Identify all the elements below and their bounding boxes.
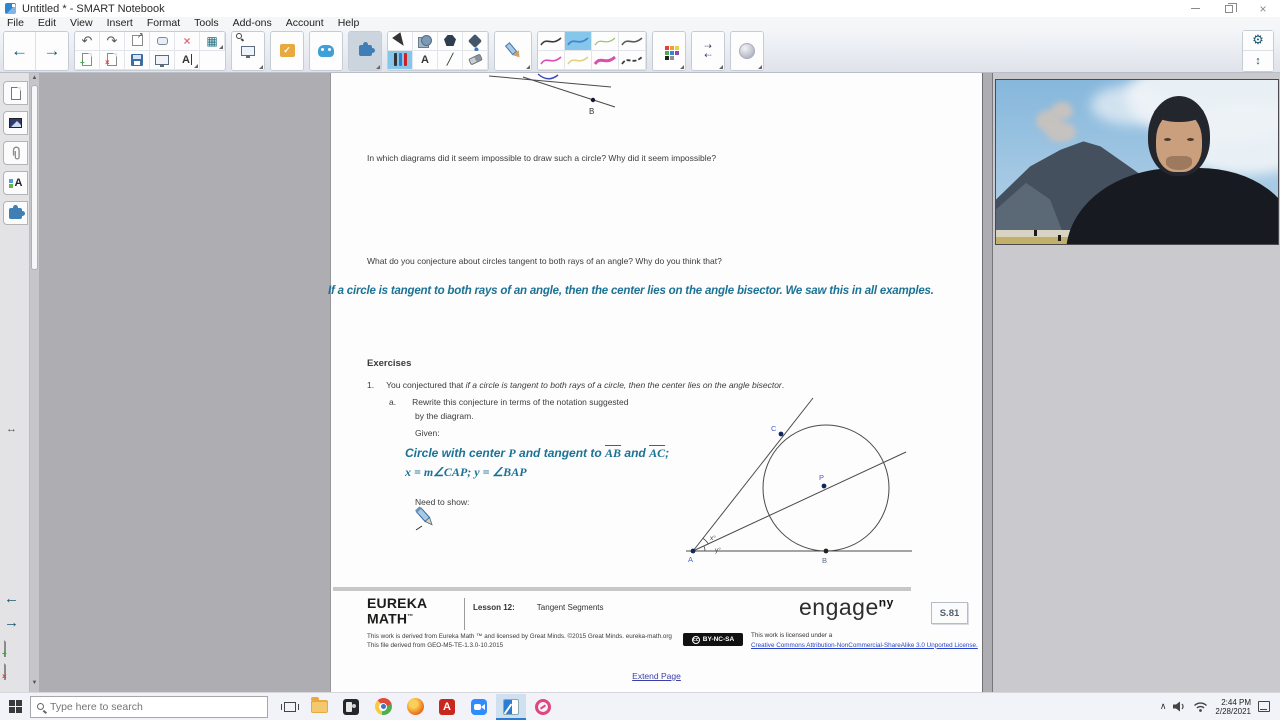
- scroll-up-arrow[interactable]: ▲: [31, 75, 38, 81]
- add-page-icon: +: [4, 638, 6, 657]
- eraser-tool-button[interactable]: [463, 51, 488, 70]
- vertical-scrollbar[interactable]: [30, 73, 39, 692]
- color-grid-icon: [665, 46, 669, 50]
- volcano-smoke: [1046, 122, 1076, 142]
- export-icon: [132, 35, 143, 46]
- brand-line-2: MATH™: [367, 610, 414, 627]
- top-diagram-fragment: [471, 73, 641, 121]
- angle-y-label: y°: [715, 547, 721, 554]
- volume-icon[interactable]: [1173, 701, 1186, 712]
- windows-taskbar: [0, 692, 1280, 720]
- delete-page-icon: ×: [107, 53, 117, 66]
- scroll-down-arrow[interactable]: ▼: [31, 680, 38, 686]
- question-2: What do you conjecture about circles tangent to both rays of an angle? Why do you think that?: [367, 256, 722, 266]
- polygon-tool-button[interactable]: [438, 32, 463, 51]
- given-text: Circle with center: [405, 446, 509, 460]
- screen-shade-button[interactable]: [150, 51, 175, 70]
- taskbar-firefox[interactable]: [400, 694, 430, 720]
- tab-gallery[interactable]: [3, 111, 28, 135]
- pen-swatch-5[interactable]: [538, 51, 565, 70]
- table-button[interactable]: [200, 32, 225, 51]
- tab-properties[interactable]: [3, 171, 28, 195]
- menu-edit[interactable]: Edit: [37, 17, 57, 29]
- taskbar-clock[interactable]: [1215, 698, 1251, 716]
- shape-recognition-button[interactable]: [150, 32, 175, 51]
- hiker-figure: [1034, 230, 1037, 236]
- screencast-icon: [535, 699, 551, 715]
- right-panel: [992, 73, 1280, 692]
- pen-stroke-icon: [539, 33, 563, 49]
- exercise-1a-text: Rewrite this conjecture in terms of the notation suggested: [412, 397, 629, 407]
- text-tool-icon: A: [421, 53, 429, 66]
- eraser-icon: [468, 54, 483, 66]
- delete-page-icon: ×: [4, 661, 6, 680]
- search-input[interactable]: [50, 701, 240, 713]
- save-icon: [131, 54, 143, 66]
- zoom-icon: [471, 699, 487, 715]
- pen-stroke-icon: [593, 52, 617, 68]
- text-caret-icon: [191, 54, 192, 65]
- smart-notebook-app-icon: [5, 3, 16, 14]
- given-text: and tangent to: [515, 446, 606, 460]
- clock-time: 2:44 PM: [1221, 697, 1251, 707]
- pen-swatch-3[interactable]: [592, 32, 619, 51]
- orb-icon: [739, 43, 755, 59]
- toolbar: [0, 29, 1280, 73]
- eureka-math-logo: [367, 596, 427, 626]
- line-tool-button[interactable]: [438, 51, 463, 70]
- cc-license-badge: [683, 633, 743, 646]
- redo-button[interactable]: [100, 32, 125, 51]
- file-explorer-icon: [311, 700, 328, 713]
- need-to-show-label: Need to show:: [415, 497, 470, 507]
- given-text: ;: [665, 446, 670, 460]
- pen-swatch-8[interactable]: [619, 51, 646, 70]
- exercise-1-text: You conjectured that: [386, 380, 466, 390]
- screen-capture-button[interactable]: [232, 32, 264, 70]
- given-statement-2: x = m∠CAP; y = ∠BAP: [405, 465, 527, 479]
- delete-page-nav-button[interactable]: [4, 662, 6, 679]
- brand-line-1: EUREKA: [367, 595, 428, 611]
- page-code-badge: S.81: [931, 602, 968, 624]
- gear-icon: ⚙: [1252, 32, 1264, 47]
- export-button[interactable]: [125, 32, 150, 51]
- check-envelope-icon: ✓: [280, 44, 295, 57]
- pen-swatch-2-selected[interactable]: [565, 32, 592, 51]
- taskbar-smart-notebook-active[interactable]: [496, 694, 526, 720]
- delete-button[interactable]: [175, 32, 200, 51]
- minimize-icon: [1191, 8, 1200, 9]
- trademark: ™: [407, 614, 414, 620]
- exercise-1a-line2: by the diagram.: [415, 411, 474, 421]
- next-page-button[interactable]: [36, 32, 68, 70]
- tangent-circle-diagram: [666, 388, 921, 568]
- cc-license-link[interactable]: Creative Commons Attribution-NonCommercial-ShareAlike 3.0 Unported License.: [751, 641, 978, 649]
- menu-addons[interactable]: Add-ons: [232, 17, 272, 29]
- webcam-video: [995, 79, 1279, 245]
- beard: [1166, 156, 1192, 170]
- measure-tools-button[interactable]: [692, 32, 724, 70]
- point-c-label: C: [771, 424, 777, 433]
- tab-addons[interactable]: [3, 201, 28, 225]
- license-line-1: This work is derived from Eureka Math ™ and licensed by Great Minds. ©2015 Great Minds. eureka-math.org: [367, 633, 672, 640]
- taskbar-search[interactable]: [30, 696, 268, 718]
- measure-arrows-icon: ⇢ ⇠: [704, 41, 712, 60]
- previous-page-button[interactable]: [4, 32, 36, 70]
- text-tool-button[interactable]: [413, 51, 438, 70]
- pencil-tool-button[interactable]: [495, 32, 531, 70]
- question-1: In which diagrams did it seem impossible to draw such a circle? Why did it seem impossible?: [367, 153, 717, 163]
- properties-icon: A: [9, 177, 23, 190]
- taskbar-file-explorer[interactable]: [304, 694, 334, 720]
- shapes-icon: [418, 35, 432, 46]
- workspace: [0, 73, 1280, 692]
- forward-arrow-icon: →: [43, 40, 61, 60]
- extend-page-link[interactable]: Extend Page: [632, 671, 681, 681]
- volcano-smoke: [1051, 102, 1073, 120]
- menu-tools[interactable]: Tools: [194, 17, 219, 29]
- tab-attachments[interactable]: [3, 141, 28, 165]
- foreground-slope: [996, 237, 1076, 244]
- menu-view[interactable]: View: [70, 17, 93, 29]
- addons-button[interactable]: [349, 32, 381, 70]
- given-label: Given:: [415, 428, 440, 438]
- exercise-1-conjecture: if a circle is tangent to both rays of a circle, then the center lies on the angle bisector: [465, 380, 782, 390]
- start-button[interactable]: [0, 693, 30, 720]
- addons-puzzle-icon: [9, 208, 22, 219]
- task-view-icon: [284, 702, 296, 712]
- shapes-tool-button[interactable]: [413, 32, 438, 51]
- close-icon: ×: [1259, 1, 1267, 16]
- close-button[interactable]: [1246, 0, 1280, 17]
- toolbar-move-button[interactable]: [1243, 51, 1273, 71]
- given-segment-ac: $\overline{AC}$: [649, 446, 666, 460]
- menu-file[interactable]: File: [7, 17, 24, 29]
- point-p-label: P: [819, 473, 825, 482]
- screen-icon: [155, 55, 169, 65]
- notebook-page: [330, 73, 983, 692]
- camera-app-icon: [343, 699, 359, 715]
- exercise-1-number: 1.: [367, 380, 375, 390]
- point-a-label: A: [688, 555, 694, 564]
- pen-stroke-icon: [593, 33, 617, 49]
- smart-notebook-icon: [503, 699, 519, 715]
- point-b-label: B: [822, 556, 828, 565]
- side-tab-strip: [0, 73, 30, 692]
- pencil-cursor-icon: [413, 505, 441, 533]
- select-tool-button[interactable]: [388, 32, 413, 51]
- chrome-icon: [375, 698, 392, 715]
- lab-activities-button[interactable]: [310, 32, 342, 70]
- taskbar-chrome[interactable]: [368, 694, 398, 720]
- next-page-nav-button[interactable]: →: [4, 614, 19, 631]
- pens-tool-button[interactable]: [388, 51, 413, 70]
- paperclip-icon: [9, 146, 23, 161]
- given-statement-1: [405, 446, 669, 461]
- tab-page-sorter[interactable]: [3, 81, 28, 105]
- fragment-point-b-label: B: [589, 107, 595, 116]
- polygon-icon: [444, 35, 456, 46]
- pen-swatch-7[interactable]: [592, 51, 619, 70]
- line-icon: ╱: [446, 54, 454, 66]
- prev-page-nav-button[interactable]: ←: [4, 590, 19, 607]
- response-button[interactable]: [271, 32, 303, 70]
- menu-format[interactable]: Format: [146, 17, 181, 29]
- taskbar-zoom[interactable]: [464, 694, 494, 720]
- windows-logo-icon: [9, 700, 22, 713]
- license-text-right: [751, 631, 978, 650]
- text-style-icon: A: [182, 53, 190, 66]
- exercise-1-period: .: [781, 380, 785, 390]
- action-center-icon[interactable]: [1258, 701, 1270, 712]
- pen-swatch-4[interactable]: [619, 32, 646, 51]
- license-text-left: [367, 632, 672, 650]
- footer-divider: [464, 598, 465, 630]
- pen-swatch-1[interactable]: [538, 32, 565, 51]
- color-picker-button[interactable]: [653, 32, 685, 70]
- menu-help[interactable]: Help: [337, 17, 360, 29]
- page-sorter-icon: [11, 87, 21, 100]
- presenter-head: [1148, 96, 1210, 176]
- pens-icon: [394, 53, 407, 66]
- lesson-label: Lesson 12:: [473, 603, 515, 612]
- add-page-icon: +: [82, 53, 92, 66]
- pen-swatch-6[interactable]: [565, 51, 592, 70]
- eye: [1187, 138, 1194, 141]
- shape-icon: [157, 37, 168, 45]
- fill-tool-button[interactable]: [463, 32, 488, 51]
- magic-pen-button[interactable]: [731, 32, 763, 70]
- undo-icon: ↶: [81, 32, 93, 48]
- minimize-button[interactable]: [1178, 0, 1212, 17]
- taskbar-acrobat[interactable]: [432, 694, 462, 720]
- lesson-reference: [473, 603, 604, 612]
- lesson-title: Tangent Segments: [536, 603, 604, 612]
- eye: [1164, 138, 1171, 141]
- pen-stroke-icon: [539, 52, 563, 68]
- window-title: Untitled * - SMART Notebook: [22, 2, 165, 15]
- cursor-icon: [392, 32, 408, 48]
- delete-x-icon: ×: [183, 33, 191, 48]
- angle-x-label: x°: [710, 535, 716, 542]
- scrollbar-thumb[interactable]: [31, 85, 38, 270]
- wifi-icon[interactable]: [1193, 701, 1208, 712]
- undo-button[interactable]: [75, 32, 100, 51]
- search-icon: [37, 703, 44, 710]
- hair: [1154, 104, 1204, 122]
- clock-date: 2/28/2021: [1215, 706, 1251, 716]
- given-text: and: [621, 446, 650, 460]
- cc-icon: cc: [693, 636, 699, 643]
- taskbar-screencast-app[interactable]: [528, 694, 558, 720]
- save-button[interactable]: [125, 51, 150, 70]
- pencil-icon: [500, 38, 525, 63]
- task-view-button[interactable]: [278, 694, 302, 720]
- auto-hide-handle[interactable]: ↔: [6, 423, 17, 435]
- screen-capture-icon: [241, 46, 255, 56]
- hiker-figure: [1058, 235, 1061, 241]
- taskbar-camera-app[interactable]: [336, 694, 366, 720]
- firefox-icon: [407, 698, 424, 715]
- system-tray: [1160, 698, 1280, 716]
- fill-icon: [468, 33, 482, 47]
- exercise-1a-line1: [389, 397, 629, 407]
- cc-badge-text: BY-NC-SA: [702, 636, 735, 643]
- text-style-button[interactable]: [175, 51, 200, 70]
- creature-icon: [318, 45, 334, 57]
- handwritten-answer: If a circle is tangent to both rays of an angle, then the center lies on the angle bisector. We saw this in all examples.: [328, 285, 934, 297]
- title-bar: [0, 0, 1280, 17]
- given-p: P: [508, 446, 516, 460]
- toolbar-settings-button[interactable]: [1243, 31, 1273, 51]
- exercise-1a-letter: a.: [389, 397, 397, 407]
- menu-insert[interactable]: Insert: [106, 17, 133, 29]
- pen-stroke-icon: [566, 52, 590, 68]
- table-icon: ▦: [206, 33, 218, 48]
- gallery-icon: [9, 118, 22, 128]
- add-page-button[interactable]: [75, 51, 100, 70]
- back-arrow-icon: ←: [11, 40, 28, 60]
- move-toolbar-icon: ↕: [1255, 54, 1261, 67]
- engage-ny-logo: engage$^{ny}$: [799, 594, 894, 620]
- redo-icon: ↷: [106, 32, 118, 48]
- tray-chevron-icon[interactable]: ∧: [1159, 701, 1167, 711]
- menu-account[interactable]: Account: [285, 17, 324, 29]
- page-separator: [333, 587, 911, 591]
- given-segment-ab: $\overline{AB}$: [605, 446, 622, 460]
- add-page-nav-button[interactable]: [4, 639, 6, 656]
- exercises-heading: Exercises: [367, 358, 412, 369]
- engage-superscript: ny: [878, 595, 894, 610]
- puzzle-icon: [359, 45, 372, 56]
- magnifier-icon: [236, 33, 242, 39]
- license-right-line1: This work is licensed under a: [751, 632, 833, 639]
- pen-stroke-icon: [620, 33, 644, 49]
- acrobat-icon: A: [439, 699, 455, 715]
- license-line-2: This file derived from GEO-M5-TE-1.3.0-10.2015: [367, 642, 504, 649]
- restore-button[interactable]: [1212, 0, 1246, 17]
- pen-stroke-icon: [620, 52, 644, 68]
- pen-stroke-icon: [566, 33, 590, 49]
- menu-bar: [0, 17, 1280, 29]
- delete-page-button[interactable]: [100, 51, 125, 70]
- restore-icon: [1225, 5, 1233, 13]
